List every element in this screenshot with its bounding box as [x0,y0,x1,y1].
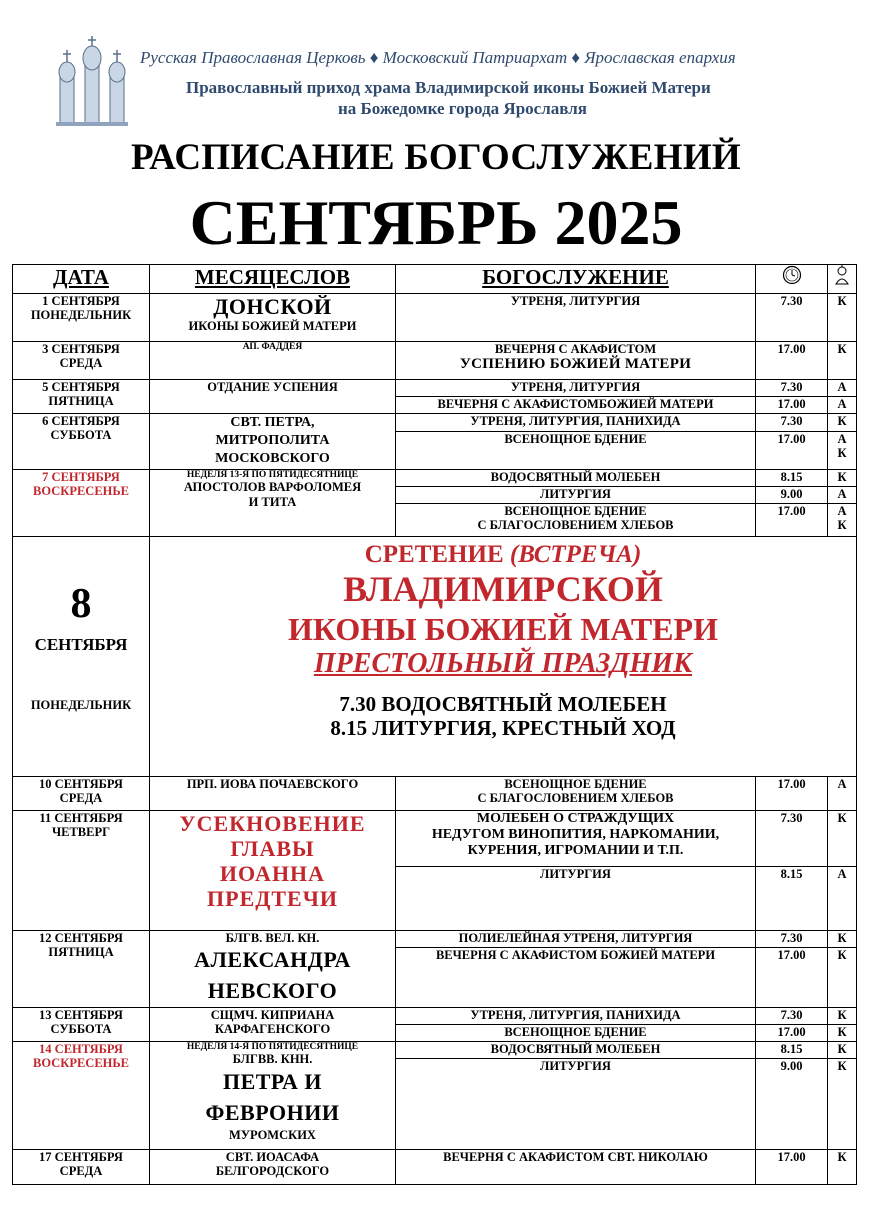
service-time: 9.00 [756,486,828,503]
column-time [756,265,828,294]
priest-code-2: К [837,446,847,461]
row-date: 14 СЕНТЯБРЯ [39,1041,123,1056]
row-weekday: ПЯТНИЦА [48,944,114,959]
service-name: ПОЛИЕЛЕЙНАЯ УТРЕНЯ, ЛИТУРГИЯ [396,930,756,947]
service-time: 17.00 [756,397,828,414]
feast-line-1 [152,541,854,570]
row-weekday: ВОСКРЕСЕНЬЕ [33,1055,129,1070]
parish-location: на Божедомке города Ярославля [338,99,587,118]
row-date: 13 СЕНТЯБРЯ [39,1007,123,1022]
saint-name: УСЕКНОВЕНИЕ [179,810,366,836]
page-title: РАСПИСАНИЕ БОГОСЛУЖЕНИЙ [131,137,741,178]
service-time: 7.30 [756,930,828,947]
feast-line-3: ИКОНЫ БОЖИЕЙ МАТЕРИ [288,610,718,647]
service-time: 7.30 [756,414,828,432]
priest-code: К [828,1149,857,1184]
parish-name: Православный приход храма Владимирской иконы Божией Матери [186,78,711,97]
saint-name: СВТ. ПЕТРА, [230,415,315,430]
priest-code: А [828,380,857,397]
saint-name-line2: ГЛАВЫ [230,835,315,861]
service-name: МОЛЕБЕН О СТРАЖДУЩИХ [476,810,675,826]
feast-month: СЕНТЯБРЯ [34,634,128,654]
row-date: 11 СЕНТЯБРЯ [39,810,123,825]
service-name: ВЕЧЕРНЯ С АКАФИСТОМ БОЖИЕЙ МАТЕРИ [396,947,756,1007]
saint-name-line3: ИОАННА [219,861,326,887]
feast-service-1: 7.30 ВОДОСВЯТНЫЙ МОЛЕБЕН [339,691,667,716]
priest-code: А [828,397,857,414]
table-header-row [13,265,857,294]
saint-name: ПРП. ИОВА ПОЧАЕВСКОГО [150,776,396,810]
table-row [13,294,857,342]
service-name: УТРЕНЯ, ЛИТУРГИЯ, ПАНИХИДА [396,1007,756,1024]
saint-name-line2: НЕВСКОГО [207,977,338,1003]
saint-name: СЩМЧ. КИПРИАНА [210,1007,335,1022]
table-row [13,1007,857,1024]
table-row [13,930,857,947]
feast-weekday: ПОНЕДЕЛЬНИК [30,698,132,713]
column-priest [828,265,857,294]
service-name: УТРЕНЯ, ЛИТУРГИЯ [396,294,756,342]
feast-line-2: ВЛАДИМИРСКОЙ [343,569,663,610]
service-name: ВЕЧЕРНЯ С АКАФИСТОМБОЖИЕЙ МАТЕРИ [396,397,756,414]
table-row [13,1041,857,1058]
week-label: НЕДЕЛЯ 14-Я ПО ПЯТИДЕСЯТНИЦЕ [186,1041,359,1052]
feast-service-2: 8.15 ЛИТУРГИЯ, КРЕСТНЫЙ ХОД [330,715,676,740]
row-date: 17 СЕНТЯБРЯ [39,1149,123,1164]
service-name: УТРЕНЯ, ЛИТУРГИЯ, ПАНИХИДА [396,414,756,432]
service-name: УТРЕНЯ, ЛИТУРГИЯ [396,380,756,397]
priest-code: А [837,431,847,446]
priest-code: К [828,1058,857,1149]
row-weekday: ЧЕТВЕРГ [51,824,111,839]
row-weekday: ПОНЕДЕЛЬНИК [30,308,132,323]
row-weekday: СРЕДА [59,1163,103,1178]
table-row [13,380,857,397]
priest-icon [834,265,850,285]
row-date: 7 СЕНТЯБРЯ [42,469,120,484]
schedule-table [12,264,857,1185]
row-date: 6 СЕНТЯБРЯ [42,414,120,428]
service-time: 17.00 [756,776,828,810]
priest-code: К [828,1007,857,1024]
table-row [13,469,857,486]
row-date: 5 СЕНТЯБРЯ [42,380,120,394]
table-row [13,810,857,866]
priest-code: А [828,866,857,930]
feast-title-italic: (ВСТРЕЧА) [509,540,642,568]
row-weekday: ПЯТНИЦА [48,394,114,409]
saint-name-line3: МУРОМСКИХ [229,1128,316,1143]
column-saint: МЕСЯЦЕСЛОВ [150,265,396,294]
saint-name: АП. ФАДДЕЯ [150,342,396,380]
saint-subtitle: БЛГВВ. КНН. [232,1052,313,1067]
saint-name: ОТДАНИЕ УСПЕНИЯ [150,380,396,414]
priest-code: А [837,503,847,518]
service-name: ВСЕНОЩНОЕ БДЕНИЕ [396,1024,756,1041]
service-name: ВОДОСВЯТНЫЙ МОЛЕБЕН [396,469,756,486]
service-time: 7.30 [756,380,828,397]
row-weekday: СРЕДА [59,790,103,805]
saint-name: ПЕТРА И [222,1068,323,1094]
service-time: 9.00 [756,1058,828,1149]
service-time: 17.00 [756,1149,828,1184]
priest-code: К [828,947,857,1007]
week-label: НЕДЕЛЯ 13-Я ПО ПЯТИДЕСЯТНИЦЕ [186,469,359,480]
priest-code: К [828,810,857,866]
service-time: 17.00 [756,431,828,469]
service-time: 8.15 [756,469,828,486]
priest-code: К [828,342,857,380]
saint-name: АПОСТОЛОВ ВАРФОЛОМЕЯ [183,480,362,495]
saint-name-line2: И ТИТА [248,494,297,509]
column-service: БОГОСЛУЖЕНИЕ [396,265,756,294]
month-title: СЕНТЯБРЬ 2025 [189,187,683,258]
feast-row [13,536,857,776]
saint-subtitle: БЛГВ. ВЕЛ. КН. [225,930,320,945]
church-logo-icon [52,36,132,128]
priest-code: К [828,930,857,947]
feast-title: СРЕТЕНИЕ [364,540,510,568]
service-name: ЛИТУРГИЯ [396,866,756,930]
saint-name-line3: МОСКОВСКОГО [215,451,330,467]
row-weekday: ВОСКРЕСЕНЬЕ [33,483,129,498]
service-time: 7.30 [756,810,828,866]
service-name-line2: С БЛАГОСЛОВЕНИЕМ ХЛЕБОВ [477,790,674,805]
row-weekday: СУББОТА [50,1021,112,1036]
priest-code: А [828,486,857,503]
service-name: ВСЕНОЩНОЕ БДЕНИЕ [396,431,756,469]
service-time: 17.00 [756,342,828,380]
row-weekday: СРЕДА [59,356,103,371]
service-name: ВСЕНОЩНОЕ БДЕНИЕ [504,503,647,518]
priest-code-2: К [837,517,847,532]
saint-name-line2: ФЕВРОНИИ [205,1099,340,1125]
service-time: 17.00 [756,1024,828,1041]
saint-name-line2: МИТРОПОЛИТА [215,433,330,449]
table-row [13,776,857,810]
service-name: ВОДОСВЯТНЫЙ МОЛЕБЕН [396,1041,756,1058]
priest-code: К [828,469,857,486]
service-name: ВЕЧЕРНЯ С АКАФИСТОМ [494,342,657,356]
row-date: 10 СЕНТЯБРЯ [39,776,123,791]
feast-day-number: 8 [70,580,92,627]
table-row [13,414,857,432]
table-row [13,342,857,380]
clock-icon [782,265,802,285]
saint-name: СВТ. ИОАСАФА [225,1149,320,1164]
priest-code: А [828,776,857,810]
saint-subtitle: ИКОНЫ БОЖИЕЙ МАТЕРИ [188,319,357,334]
service-name: ЛИТУРГИЯ [396,1058,756,1149]
service-name-line3: КУРЕНИЯ, ИГРОМАНИИ И Т.П. [467,842,684,858]
priest-code: К [828,1041,857,1058]
table-row [13,1149,857,1184]
saint-name-line4: ПРЕДТЕЧИ [207,886,338,912]
service-name-line2: НЕДУГОМ ВИНОПИТИЯ, НАРКОМАНИИ, [431,826,720,842]
service-time: 17.00 [756,947,828,1007]
row-date: 1 СЕНТЯБРЯ [42,294,120,308]
page-header [0,0,872,262]
column-date: ДАТА [13,265,150,294]
row-date: 3 СЕНТЯБРЯ [42,342,120,356]
service-time: 7.30 [756,1007,828,1024]
row-date: 12 СЕНТЯБРЯ [39,930,123,945]
service-time: 17.00 [756,503,828,536]
service-time: 7.30 [756,294,828,342]
priest-code: К [828,414,857,432]
service-name: ЛИТУРГИЯ [396,486,756,503]
saint-name-line2: БЕЛГОРОДСКОГО [215,1163,330,1178]
service-time: 8.15 [756,866,828,930]
saint-name: АЛЕКСАНДРА [194,946,351,972]
church-affiliation: Русская Православная Церковь ♦ Московский Патриархат ♦ Ярославская епархия [140,48,736,67]
row-weekday: СУББОТА [50,428,112,443]
saint-name-line2: КАРФАГЕНСКОГО [214,1021,331,1036]
feast-line-4: ПРЕСТОЛЬНЫЙ ПРАЗДНИК [313,647,693,679]
service-name: ВСЕНОЩНОЕ БДЕНИЕ [504,776,647,791]
saint-name: ДОНСКОЙ [213,294,332,319]
priest-code: К [828,294,857,342]
service-time: 8.15 [756,1041,828,1058]
service-name: ВЕЧЕРНЯ С АКАФИСТОМ СВТ. НИКОЛАЮ [396,1149,756,1184]
service-name-line2: С БЛАГОСЛОВЕНИЕМ ХЛЕБОВ [477,517,674,532]
priest-code: К [828,1024,857,1041]
service-name-line2: УСПЕНИЮ БОЖИЕЙ МАТЕРИ [459,356,692,373]
